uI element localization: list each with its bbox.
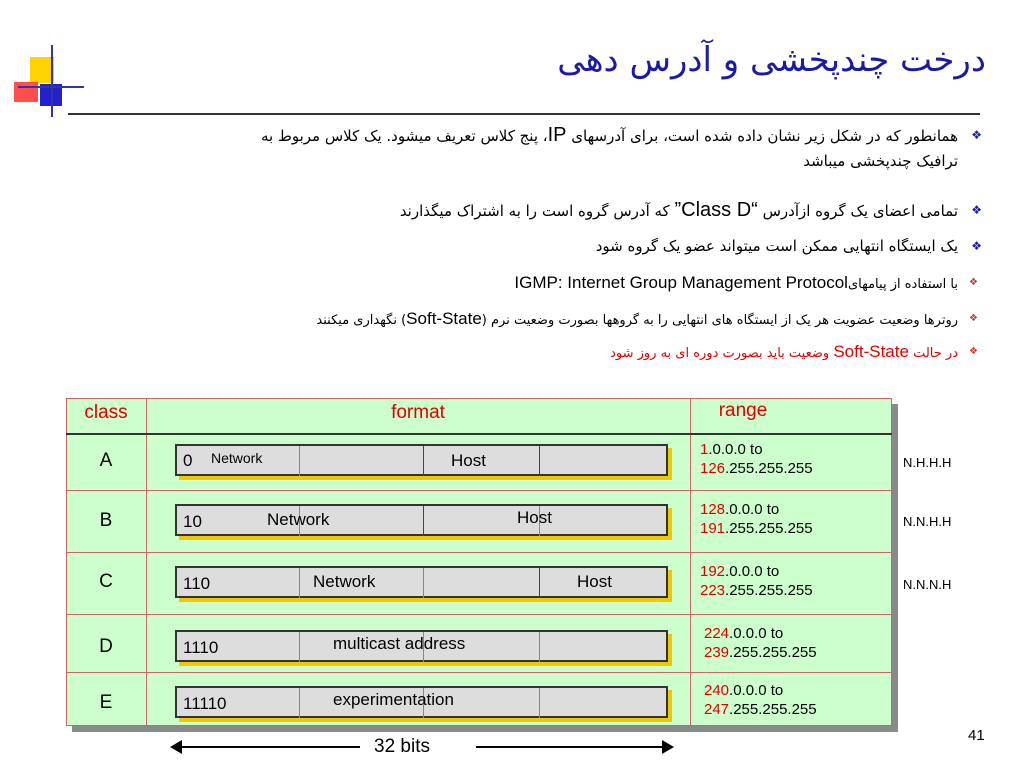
sub-bullet-2-soft-state: Soft-State [406,309,482,328]
range-end-rest: .255.255.255 [725,582,813,599]
class-prefix: 10 [183,512,202,531]
range-cell [704,624,817,662]
bullet-2-class-d: “Class D” [674,199,758,221]
sub-bullet-1-igmp: IGMP: Internet Group Management Protocol [514,273,848,292]
col-divider-1 [146,398,147,726]
byte-tick [423,446,424,476]
bits-label: 32 bits [374,736,430,757]
class-label: E [99,692,113,713]
byte-tick [539,568,540,598]
bullet-3 [595,233,982,259]
sub-bullet-3-text-a: در حالت [908,346,958,361]
class-label: B [99,510,113,531]
format-bar [175,504,668,536]
bullet-1-line-2-text: ترافیک چندپخشی میباشد [803,152,958,170]
bullet-1 [260,122,982,149]
host-field: Host [451,451,486,470]
bit-tick [539,688,540,718]
range-end-first-octet: 247 [704,701,730,718]
network-field: Network [211,450,263,466]
bullet-2-text-b: که آدرس گروه است را به اشتراک میگذارند [399,202,675,220]
format-bar [175,566,668,598]
sub-bullet-3-text-b: وضعیت باید بصورت دوره ای به روز شود [610,346,834,361]
range-start-rest: .0.0.0 to [729,625,784,642]
sub-bullet-diamond-icon: ❖ [969,346,978,357]
class-prefix: 1110 [183,638,219,657]
class-prefix: 110 [183,574,211,593]
range-end-rest: .255.255.255 [725,460,813,477]
range-end-first-octet: 126 [700,460,726,477]
header-format: format [391,402,445,423]
arrow-line-right [476,746,664,748]
sub-bullet-diamond-icon: ❖ [969,313,978,324]
sub-bullet-1-text: با استفاده از پیامهای [847,277,958,292]
bullet-1-text-a: همانطور که در شکل زیر نشان داده شده است، برای آدرسهای [566,127,958,145]
sub-bullet-2 [316,306,978,334]
host-field: Host [577,572,612,591]
range-end-rest: .255.255.255 [729,701,817,718]
network-field: Network [313,572,376,591]
range-end-rest: .255.255.255 [725,520,813,537]
host-field: Host [517,508,552,527]
range-end-rest: .255.255.255 [729,644,817,661]
bit-tick [299,446,300,476]
range-cell [700,500,813,538]
byte-tick [539,446,540,476]
range-start-rest: .0.0.0 to [729,682,784,699]
bullet-1-text-b: ، پنج کلاس تعریف میشود. یک کلاس مربوط به [260,127,548,145]
address-notation: N.N.H.H [903,514,952,529]
col-divider-2 [690,398,691,726]
range-end-first-octet: 223 [700,582,726,599]
arrow-line-left [180,746,360,748]
bit-tick [539,632,540,662]
logo-vertical-line [51,45,53,117]
row-divider-1 [66,490,892,491]
format-bar [175,630,668,662]
experimentation-field: experimentation [333,690,454,709]
range-start-first-octet: 224 [704,625,730,642]
header-range: range [718,400,768,421]
bullet-1-ip: IP [547,124,567,146]
page-number: 41 [968,727,985,744]
range-start-rest: .0.0.0 to [725,563,780,580]
arrow-right-icon [662,740,674,754]
sub-bullet-2-text-b: ) نگهداری میکنند [316,313,407,328]
range-end-first-octet: 239 [704,644,730,661]
logo-horizontal-line [18,86,84,88]
range-start-first-octet: 1 [700,441,709,458]
bullet-1-line-2 [803,148,958,174]
sub-bullet-1 [514,270,978,298]
header-divider [66,433,892,435]
class-label: D [99,636,113,657]
class-label: C [99,571,113,592]
format-bar [175,444,668,476]
range-cell [700,440,813,478]
bullet-diamond-icon: ❖ [971,203,982,217]
header-class: class [84,402,128,423]
range-start-rest: .0.0.0 to [725,501,780,518]
bullet-diamond-icon: ❖ [971,239,982,253]
bullet-3-text: یک ایستگاه انتهایی ممکن است میتواند عضو یک گروه شود [595,237,958,255]
row-divider-3 [66,614,892,615]
sub-bullet-diamond-icon: ❖ [969,277,978,288]
sub-bullet-2-text-a: روترها وضعیت عضویت هر یک از ایستگاه های انتهایی را به گروهها بصورت وضعیت نرم ( [481,313,958,328]
range-end-first-octet: 191 [700,520,726,537]
class-prefix: 11110 [183,694,227,713]
address-notation: N.N.N.H [903,577,952,592]
range-cell [700,562,813,600]
bit-tick [299,688,300,718]
bullet-2-text-a: تمامی اعضای یک گروه ازآدرس [757,202,958,220]
row-divider-2 [66,552,892,553]
bit-tick [423,568,424,598]
range-start-rest: .0.0.0 to [708,441,763,458]
slide-title: درخت چندپخشی و آدرس دهی [557,40,986,80]
range-start-first-octet: 128 [700,501,726,518]
range-start-first-octet: 192 [700,563,726,580]
network-field: Network [267,510,330,529]
multicast-field: multicast address [333,634,466,653]
range-start-first-octet: 240 [704,682,730,699]
bit-tick [299,632,300,662]
range-cell [704,681,817,719]
bullet-2 [399,197,982,224]
title-divider [68,113,980,115]
bullet-diamond-icon: ❖ [971,128,982,142]
logo-red-square [14,82,38,102]
byte-tick [423,506,424,536]
class-prefix: 0 [183,451,193,470]
address-notation: N.H.H.H [903,455,952,470]
class-label: A [99,450,113,471]
row-divider-4 [66,672,892,673]
sub-bullet-3 [610,339,978,367]
format-bar [175,686,668,718]
bit-tick [299,568,300,598]
sub-bullet-3-soft-state: Soft-State [833,342,909,361]
